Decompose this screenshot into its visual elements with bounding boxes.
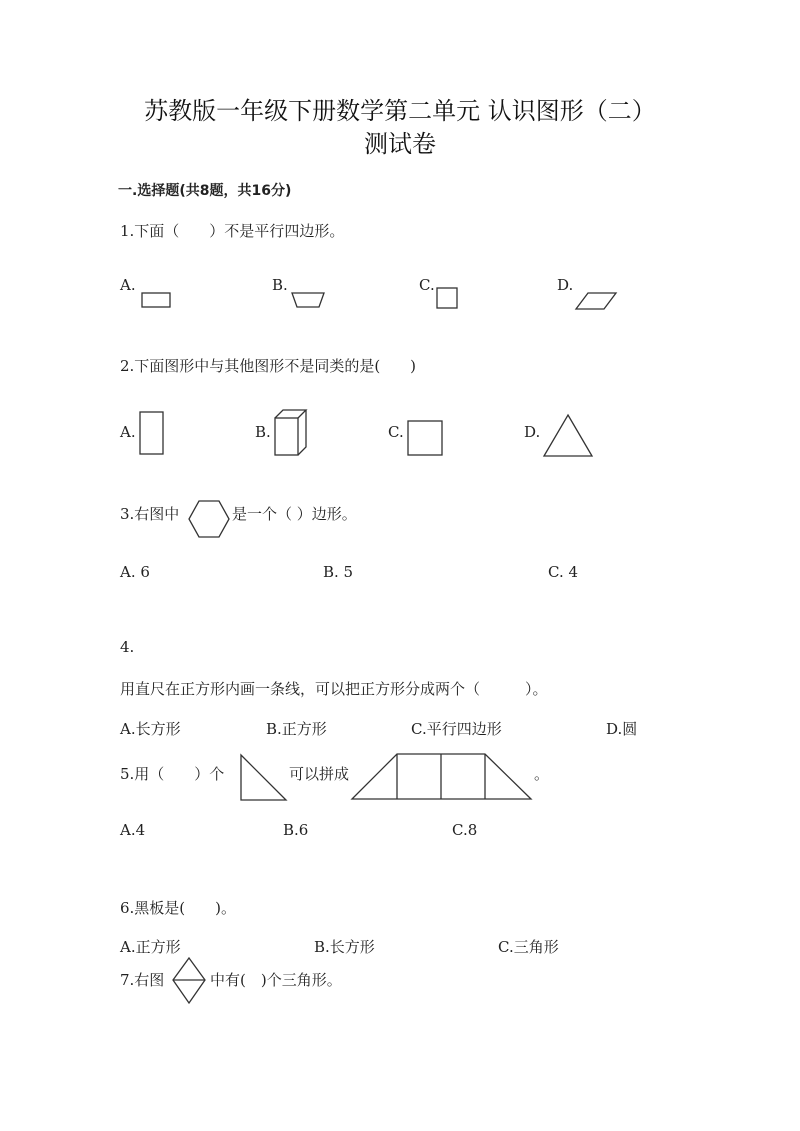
question-7-prefix: 7.右图 bbox=[120, 971, 165, 989]
q2-triangle-shape bbox=[543, 414, 593, 458]
q6-option-b[interactable]: B.长方形 bbox=[314, 938, 375, 956]
question-3-prefix: 3.右图中 bbox=[120, 505, 180, 523]
q2-option-b[interactable]: B. bbox=[255, 423, 271, 441]
question-5-middle: 可以拼成 bbox=[289, 765, 350, 783]
question-2-text: 2.下面图形中与其他图形不是同类的是( ) bbox=[120, 357, 417, 375]
q2-square-shape bbox=[407, 420, 443, 456]
q3-option-c[interactable]: C. 4 bbox=[548, 563, 579, 581]
q1-option-c[interactable]: C. bbox=[419, 276, 435, 294]
q4-option-d[interactable]: D.圆 bbox=[606, 720, 638, 738]
question-6-text: 6.黑板是( )。 bbox=[120, 899, 237, 917]
q6-option-a[interactable]: A.正方形 bbox=[120, 938, 181, 956]
q2-option-a[interactable]: A. bbox=[120, 423, 136, 441]
q7-rhombus-shape bbox=[172, 957, 206, 1005]
q5-right-triangle-shape bbox=[240, 754, 288, 802]
page-title: 苏教版一年级下册数学第二单元 认识图形（二） bbox=[144, 97, 656, 125]
page-subtitle: 测试卷 bbox=[364, 130, 436, 158]
question-5-suffix: 。 bbox=[534, 765, 550, 783]
q4-option-c[interactable]: C.平行四边形 bbox=[411, 720, 502, 738]
q1-trapezoid-shape bbox=[291, 292, 325, 308]
q4-option-a[interactable]: A.长方形 bbox=[120, 720, 181, 738]
q2-option-d[interactable]: D. bbox=[524, 423, 541, 441]
question-3-suffix: 是一个（ ）边形。 bbox=[232, 505, 357, 523]
question-4-number: 4. bbox=[120, 638, 135, 656]
q2-rectangle-shape bbox=[139, 411, 165, 455]
question-7-suffix: 中有( )个三角形。 bbox=[210, 971, 342, 989]
question-4-text: 用直尺在正方形内画一条线，可以把正方形分成两个（ ）。 bbox=[120, 680, 548, 698]
q4-option-b[interactable]: B.正方形 bbox=[266, 720, 327, 738]
question-5-prefix: 5.用（ ）个 bbox=[120, 765, 225, 783]
question-1-text: 1.下面（ ）不是平行四边形。 bbox=[120, 222, 345, 240]
q1-option-a[interactable]: A. bbox=[120, 276, 136, 294]
q5-option-b[interactable]: B.6 bbox=[283, 821, 309, 839]
q6-option-c[interactable]: C.三角形 bbox=[498, 938, 559, 956]
q3-hexagon-shape bbox=[188, 500, 230, 538]
q2-option-c[interactable]: C. bbox=[388, 423, 404, 441]
q5-option-a[interactable]: A.4 bbox=[120, 821, 146, 839]
section-heading: 一.选择题(共8题，共16分) bbox=[118, 183, 292, 199]
q3-option-a[interactable]: A. 6 bbox=[120, 563, 150, 581]
q2-cuboid-shape bbox=[274, 409, 308, 457]
q3-option-b[interactable]: B. 5 bbox=[323, 563, 354, 581]
q5-trapezoid-composite-shape bbox=[351, 753, 533, 801]
q1-option-d[interactable]: D. bbox=[557, 276, 574, 294]
q1-square-shape bbox=[436, 287, 458, 309]
q5-option-c[interactable]: C.8 bbox=[452, 821, 478, 839]
q1-option-b[interactable]: B. bbox=[272, 276, 288, 294]
q1-rectangle-shape bbox=[141, 292, 171, 308]
q1-parallelogram-shape bbox=[575, 292, 617, 310]
